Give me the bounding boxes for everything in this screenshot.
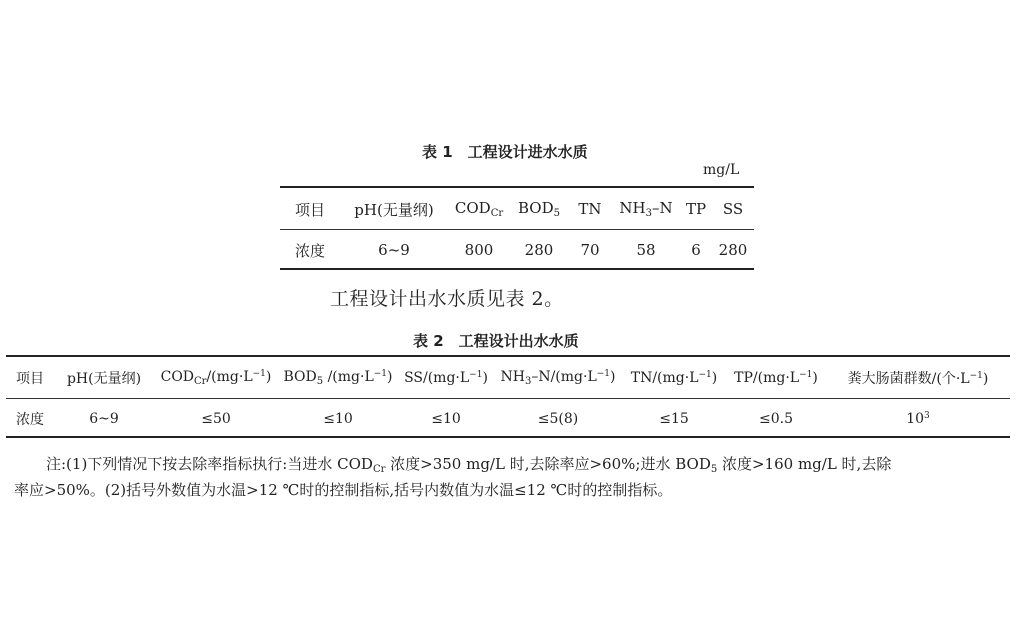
t2-h-cod: $COD_{Cr}/(mg\cdot L^{-1})$ [154,358,278,399]
t2-r-tp: ≤0.5 [759,411,793,427]
table2-header-row [6,358,1010,399]
table2-caption: 表 2 工程设计出水水质 [413,332,579,350]
table1-caption: 表 1 工程设计进水水质 [422,143,588,161]
t1-r-label: 浓度 [294,241,325,260]
t2-h-coli: 粪大肠菌群数/(个$\cdot L^{-1}$) [826,358,1010,399]
t2-h-tn: $TN/(mg\cdot L^{-1})$ [622,358,726,399]
t1-h-item: 项目 [280,189,340,230]
t2-r-tn: ≤15 [659,411,689,427]
t2-r-ph: 6~9 [89,411,119,427]
t1-r-bod: 280 [524,241,554,259]
table1-data-row [280,230,754,271]
table2-top-rule [6,355,1010,357]
t1-r-cod: 800 [464,241,494,259]
table2 [6,358,1010,439]
t2-h-tp: $TP/(mg\cdot L^{-1})$ [726,358,826,399]
table1-unit: mg/L [703,162,740,178]
t2-h-ph: pH(无量纲) [54,358,154,399]
t2-h-nh3: $NH_3-N/(mg\cdot L^{-1})$ [494,358,622,399]
table1 [280,189,754,270]
t2-r-cod: ≤50 [201,411,231,427]
t2-r-ss: ≤10 [431,411,461,427]
t2-r-coli: $10^3$ [906,411,930,427]
table1-header-row [280,189,754,230]
t1-r-ss: 280 [718,241,748,259]
t1-h-nh3: $NH_3-N$ [612,189,680,230]
t1-h-ph: pH(无量纲) [340,189,448,230]
t2-r-label: 浓度 [16,412,44,428]
t1-r-tn: 70 [580,241,600,259]
t2-r-bod: ≤10 [323,411,353,427]
t1-r-tp: 6 [691,241,701,259]
table2-data-row [6,399,1010,440]
t1-h-tp: TP [680,189,712,230]
t2-r-nh3: ≤5(8) [537,411,579,427]
t1-r-ph: 6~9 [378,241,410,259]
table1-top-rule [280,186,754,188]
note-line-1: 注:(1)下列情况下按去除率指标执行:当进水 $COD_{Cr}$ 浓度>350 mg/L 时,去除率应>60%;进水 $BOD_5$ 浓度>160 mg/L 时,去除 [46,455,892,475]
body-paragraph: 工程设计出水水质见表 2。 [330,288,564,310]
t1-h-bod: $BOD_5$ [510,189,568,230]
t1-h-ss: SS [712,189,754,230]
t2-h-ss: $SS/(mg\cdot L^{-1})$ [398,358,494,399]
t1-r-nh3: 58 [636,241,656,259]
t1-h-cod: $COD_{Cr}$ [448,189,510,230]
t2-h-bod: $BOD_5$ $/(mg\cdot L^{-1})$ [278,358,398,399]
t2-h-item: 项目 [6,358,54,399]
note-line-2: 率应>50%。(2)括号外数值为水温>12 ℃时的控制指标,括号内数值为水温≤12 ℃时的控制指标。 [14,481,673,499]
t1-h-tn: TN [568,189,612,230]
